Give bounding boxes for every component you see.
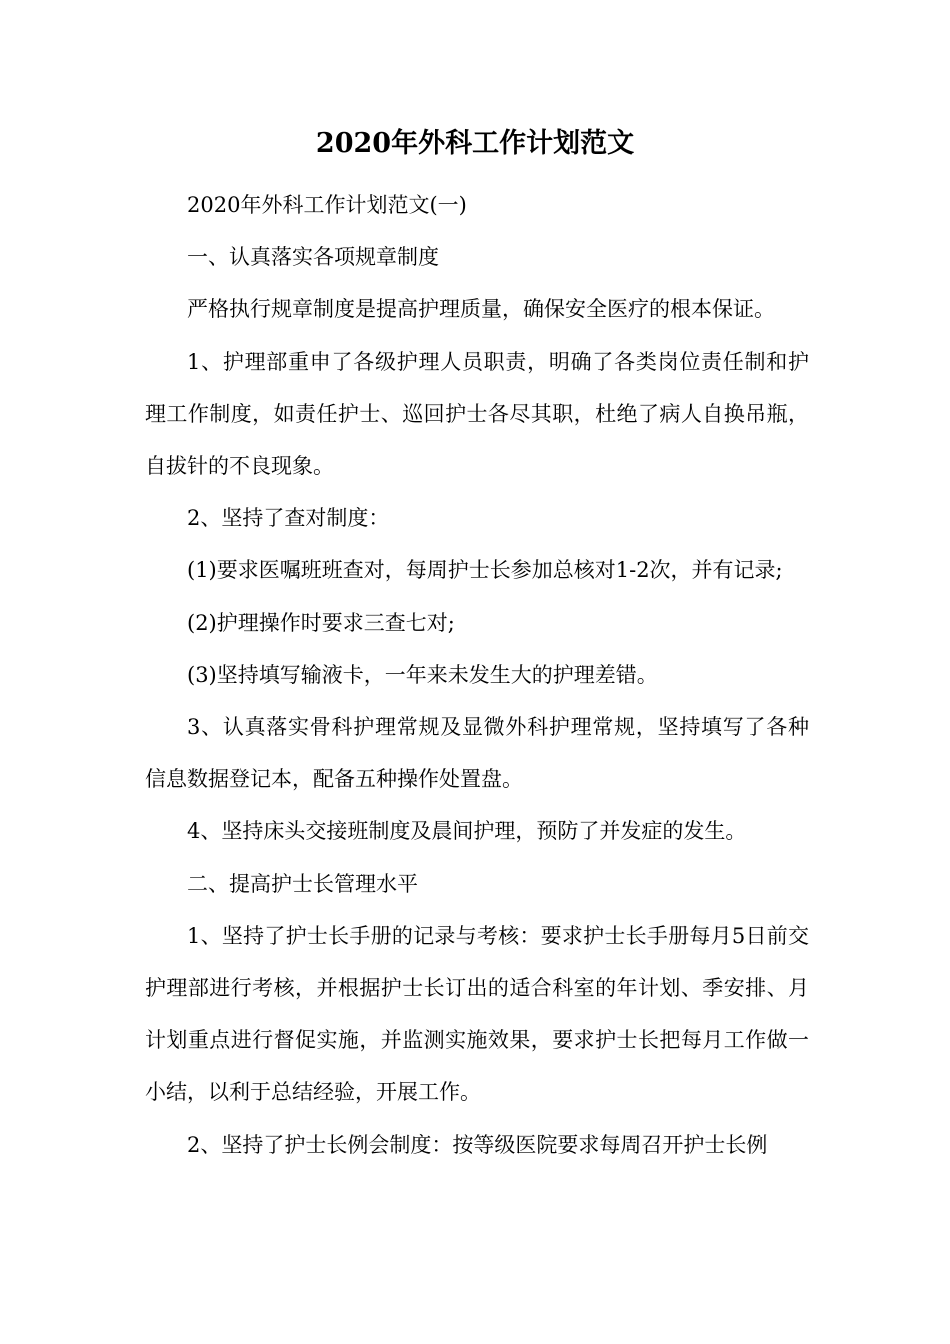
paragraph: 1、坚持了护士长手册的记录与考核：要求护士长手册每月5日前交护理部进行考核，并根据护士长订出的适合科室的年计划、季安排、月计划重点进行督促实施，并监测实施效果，要求护士长把每月工作做一小结，以利于总结经验，开展工作。 [145,923,809,1105]
paragraph: (1)要求医嘱班班查对，每周护士长参加总核对1-2次，并有记录; [187,558,783,583]
document-title: 2020年外科工作计划范文 [315,128,635,159]
section-heading: 2020年外科工作计划范文(一) [187,193,467,217]
paragraph: 严格执行规章制度是提高护理质量，确保安全医疗的根本保证。 [187,297,775,322]
paragraph: (2)护理操作时要求三查七对; [187,610,455,635]
document-body [145,179,809,1171]
paragraph: 2、坚持了护士长例会制度：按等级医院要求每周召开护士长例 [187,1132,768,1157]
subsection-heading: 二、提高护士长管理水平 [187,871,418,896]
subsection-heading: 一、认真落实各项规章制度 [187,245,439,270]
paragraph: 1、护理部重申了各级护理人员职责，明确了各类岗位责任制和护理工作制度，如责任护士、巡回护士各尽其职，杜绝了病人自换吊瓶，自拔针的不良现象。 [145,349,809,479]
paragraph: 4、坚持床头交接班制度及晨间护理，预防了并发症的发生。 [187,819,747,844]
paragraph: 3、认真落实骨科护理常规及显微外科护理常规，坚持填写了各种信息数据登记本，配备五种操作处置盘。 [145,715,809,792]
paragraph: (3)坚持填写输液卡，一年来未发生大的护理差错。 [187,662,658,687]
paragraph: 2、坚持了查对制度： [187,506,390,531]
